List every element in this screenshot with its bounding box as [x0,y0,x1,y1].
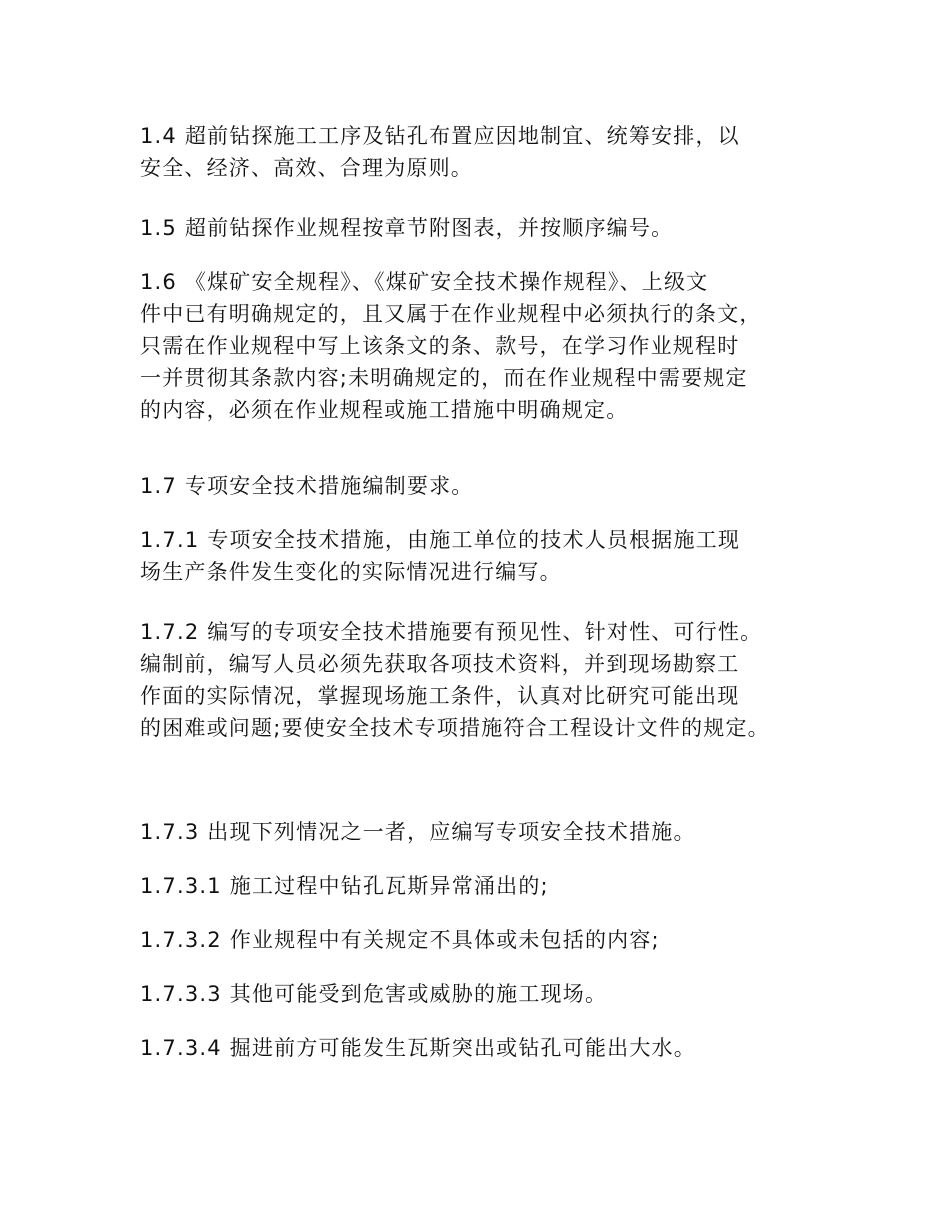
paragraph-line: 1.6 《煤矿安全规程》、《煤矿安全技术操作规程》、上级文 [140,270,709,294]
paragraph-line: 1.7.3.3 其他可能受到危害或威胁的施工现场。 [140,982,608,1006]
paragraph-line: 件中已有明确规定的，且又属于在作业规程中必须执行的条文， [140,302,762,326]
paragraph-line: 1.7.2 编写的专项安全技术措施要有预见性、针对性、可行性。 [140,620,763,644]
paragraph-1-7-3-4 [140,1032,830,1064]
paragraph-line: 一并贯彻其条款内容;未明确规定的，而在作业规程中需要规定 [140,366,748,390]
paragraph-line: 1.7.3 出现下列情况之一者，应编写专项安全技术措施。 [140,820,696,844]
paragraph-line: 1.4 超前钻探施工工序及钻孔布置应因地制宜、统筹安排，以 [140,124,740,148]
paragraph-1-7-3-2 [140,924,830,956]
paragraph-1-5 [140,212,830,244]
paragraph-1-7-3 [140,816,830,848]
paragraph-line: 的内容，必须在作业规程或施工措施中明确规定。 [140,398,629,422]
paragraph-1-7-1 [140,524,830,588]
paragraph-1-7 [140,470,830,502]
paragraph-line: 安全、经济、高效、合理为原则。 [140,156,473,180]
paragraph-line: 的困难或问题;要使安全技术专项措施符合工程设计文件的规定。 [140,716,770,740]
paragraph-line: 1.7 专项安全技术措施编制要求。 [140,474,474,498]
paragraph-line: 1.7.3.4 掘进前方可能发生瓦斯突出或钻孔可能出大水。 [140,1036,696,1060]
paragraph-line: 1.7.3.1 施工过程中钻孔瓦斯异常涌出的; [140,874,549,898]
paragraph-line: 1.7.1 专项安全技术措施，由施工单位的技术人员根据施工现 [140,528,741,552]
paragraph-line: 只需在作业规程中写上该条文的条、款号，在学习作业规程时 [140,334,740,358]
paragraph-line: 场生产条件发生变化的实际情况进行编写。 [140,560,562,584]
paragraph-line: 1.5 超前钻探作业规程按章节附图表，并按顺序编号。 [140,216,674,240]
paragraph-1-6 [140,266,830,426]
paragraph-1-7-3-1 [140,870,830,902]
paragraph-1-7-2 [140,616,830,744]
paragraph-1-4 [140,120,830,184]
paragraph-line: 1.7.3.2 作业规程中有关规定不具体或未包括的内容; [140,928,660,952]
paragraph-line: 编制前，编写人员必须先获取各项技术资料，并到现场勘察工 [140,652,740,676]
paragraph-line: 作面的实际情况，掌握现场施工条件，认真对比研究可能出现 [140,684,740,708]
paragraph-1-7-3-3 [140,978,830,1010]
